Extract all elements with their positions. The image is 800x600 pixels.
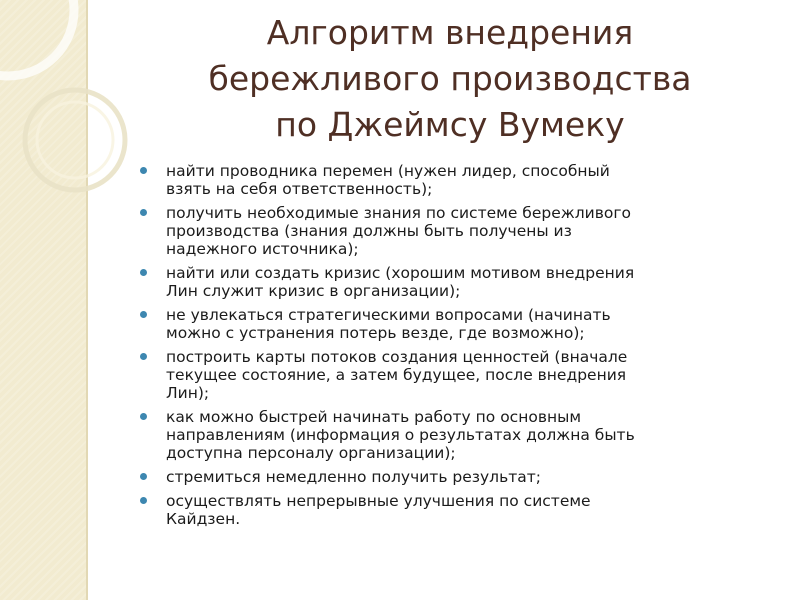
bullet-6-line-3: доступна персоналу организации); bbox=[166, 444, 456, 462]
bullet-3-line-1: найти или создать кризис (хорошим мотивом внедрения bbox=[166, 264, 635, 282]
bullet-item-8 bbox=[138, 492, 778, 528]
bullet-7-line-1: стремиться немедленно получить результат; bbox=[166, 468, 541, 486]
bullet-6-line-2: направлениям (информация о результатах должна быть bbox=[166, 426, 635, 444]
bullet-2-line-3: надежного источника); bbox=[166, 240, 359, 258]
decorative-circle-large bbox=[0, 0, 74, 76]
decorative-circle-medium bbox=[25, 90, 125, 190]
bullet-1-line-1: найти проводника перемен (нужен лидер, способный bbox=[166, 162, 610, 180]
bullet-item-7 bbox=[138, 468, 778, 486]
bullet-item-3 bbox=[138, 264, 778, 300]
title-line-3: по Джеймсу Вумеку bbox=[275, 105, 625, 144]
decorative-circle-small bbox=[37, 102, 113, 178]
bullet-4-line-2: можно с устранения потерь везде, где возможно); bbox=[166, 324, 585, 342]
bullet-item-6 bbox=[138, 408, 778, 462]
bullet-5-line-2: текущее состояние, а затем будущее, после внедрения bbox=[166, 366, 627, 384]
bullet-dot-icon bbox=[140, 473, 147, 480]
bullet-dot-icon bbox=[140, 353, 147, 360]
bullet-dot-icon bbox=[140, 269, 147, 276]
bullet-item-4 bbox=[138, 306, 778, 342]
bullet-dot-icon bbox=[140, 209, 147, 216]
bullet-dot-icon bbox=[140, 497, 147, 504]
bullet-8-line-2: Кайдзен. bbox=[166, 510, 241, 528]
slide-title bbox=[120, 10, 780, 148]
bullet-6-line-1: как можно быстрей начинать работу по основным bbox=[166, 408, 582, 426]
bullet-dot-icon bbox=[140, 167, 147, 174]
bullet-item-5 bbox=[138, 348, 778, 402]
bullet-item-2 bbox=[138, 204, 778, 258]
bullet-8-line-1: осуществлять непрерывные улучшения по системе bbox=[166, 492, 591, 510]
bullet-4-line-1: не увлекаться стратегическими вопросами (начинать bbox=[166, 306, 611, 324]
title-line-2: бережливого производства bbox=[208, 59, 692, 98]
bullet-3-line-2: Лин служит кризис в организации); bbox=[166, 282, 461, 300]
bullet-dot-icon bbox=[140, 311, 147, 318]
bullet-1-line-2: взять на себя ответственность); bbox=[166, 180, 433, 198]
bullet-2-line-2: производства (знания должны быть получены из bbox=[166, 222, 572, 240]
bullet-dot-icon bbox=[140, 413, 147, 420]
bullet-list bbox=[138, 162, 778, 534]
title-line-1: Алгоритм внедрения bbox=[266, 13, 634, 52]
bullet-5-line-1: построить карты потоков создания ценностей (вначале bbox=[166, 348, 628, 366]
bullet-item-1 bbox=[138, 162, 778, 198]
bullet-2-line-1: получить необходимые знания по системе бережливого bbox=[166, 204, 631, 222]
bullet-5-line-3: Лин); bbox=[166, 384, 210, 402]
